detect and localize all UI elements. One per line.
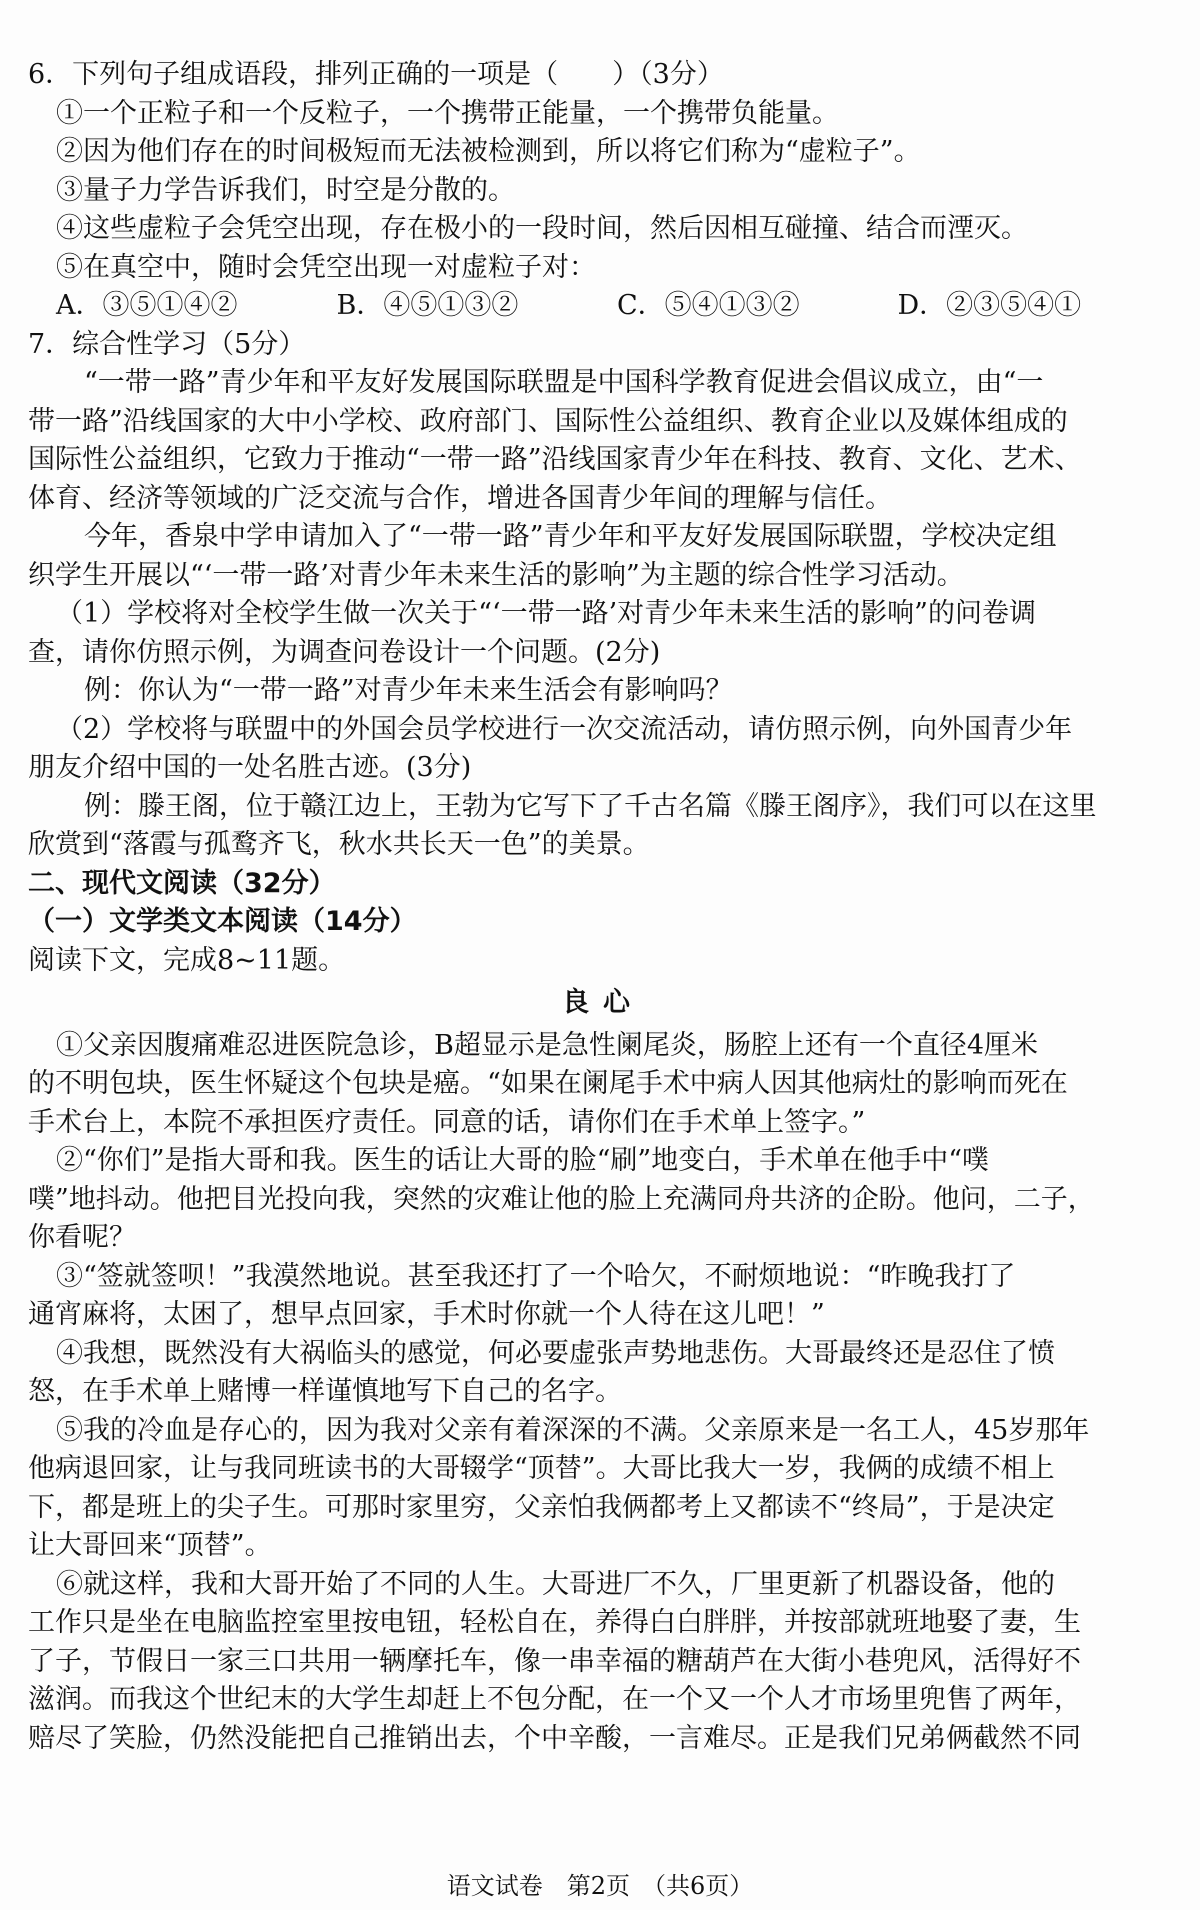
q7-example-2-line: 欣赏到“落霞与孤鹜齐飞，秋水共长天一色”的美景。: [28, 829, 650, 860]
q6-option-a: A．③⑤①④②: [56, 290, 238, 321]
passage-paragraph-4-line: ④我想，既然没有大祸临头的感觉，何必要虚张声势地悲伤。大哥最终还是忍住了愤: [56, 1337, 1055, 1369]
passage-paragraph-3-line: ③“签就签呗！”我漠然地说。甚至我还打了一个哈欠，不耐烦地说：“昨晚我打了: [56, 1260, 1016, 1292]
page-content: [28, 56, 1178, 1758]
q6-sentence-5: ⑤在真空中，随时会凭空出现一对虚粒子对：: [56, 251, 596, 283]
passage-paragraph-5-line: 他病退回家，让与我同班读书的大哥辍学“顶替”。大哥比我大一岁，我俩的成绩不相上: [28, 1453, 1055, 1484]
passage-paragraph-5-line: 让大哥回来“顶替”。: [28, 1530, 272, 1561]
q6-option-c: C．⑤④①③②: [617, 290, 800, 321]
q7-sub2-line: （2）学校将与联盟中的外国会员学校进行一次交流活动，请仿照示例，向外国青少年: [56, 713, 1073, 745]
passage-paragraph-5-line: ⑤我的冷血是存心的，因为我对父亲有着深深的不满。父亲原来是一名工人，45岁那年: [56, 1414, 1090, 1446]
passage-paragraph-6-line: 赔尽了笑脸，仍然没能把自己推销出去，个中辛酸，一言难尽。正是我们兄弟俩截然不同: [28, 1722, 1081, 1754]
reading-instruction: 阅读下文，完成8~11题。: [28, 944, 346, 976]
passage-paragraph-6-line: 工作只是坐在电脑监控室里按电钮，轻松自在，养得白白胖胖，并按部就班地娶了妻，生: [28, 1607, 1081, 1638]
passage-paragraph-1-line: 的不明包块，医生怀疑这个包块是癌。“如果在阑尾手术中病人因其他病灶的影响而死在: [28, 1068, 1068, 1099]
q7-sub1-line: （1）学校将对全校学生做一次关于“‘一带一路’对青少年未来生活的影响”的问卷调: [56, 598, 1036, 629]
q6-option-b: B．④⑤①③②: [336, 290, 519, 321]
q7-example-2-line: 例：滕王阁，位于赣江边上，王勃为它写下了千古名篇《滕王阁序》，我们可以在这里: [84, 790, 1097, 822]
passage-paragraph-6-line: 了子，节假日一家三口共用一辆摩托车，像一串幸福的糖葫芦在大街小巷兜风，活得好不: [28, 1645, 1081, 1677]
q6-sentence-1: ①一个正粒子和一个反粒子，一个携带正能量，一个携带负能量。: [56, 97, 839, 129]
q7-para1-line: “一带一路”青少年和平友好发展国际联盟是中国科学教育促进会倡议成立，由“一: [84, 367, 1044, 398]
q6-sentence-2: ②因为他们存在的时间极短而无法被检测到，所以将它们称为“虚粒子”。: [56, 136, 921, 167]
q6-sentence-4: ④这些虚粒子会凭空出现，存在极小的一段时间，然后因相互碰撞、结合而湮灭。: [56, 213, 1028, 244]
passage-paragraph-1-line: 手术台上，本院不承担医疗责任。同意的话，请你们在手术单上签字。”: [28, 1106, 866, 1138]
passage-title: 良心: [562, 987, 644, 1018]
passage-paragraph-1-line: ①父亲因腹痛难忍进医院急诊，B超显示是急性阑尾炎，肠腔上还有一个直径4厘米: [56, 1029, 1039, 1061]
page-footer: 语文试卷 第2页 （共6页）: [446, 1872, 754, 1900]
q6-stem: 6．下列句子组成语段，排列正确的一项是（ ）（3分）: [28, 59, 724, 90]
q7-stem: 7．综合性学习（5分）: [28, 328, 306, 360]
q7-para1-line: 国际性公益组织，它致力于推动“一带一路”沿线国家青少年在科技、教育、文化、艺术、: [28, 444, 1082, 475]
q7-para2-line: 织学生开展以“‘一带一路’对青少年未来生活的影响”为主题的综合性学习活动。: [28, 559, 964, 591]
q6-options: [28, 287, 1178, 326]
section-heading: 二、现代文阅读（32分）: [28, 867, 336, 899]
passage-paragraph-2-line: 你看呢？: [28, 1222, 136, 1253]
passage-paragraph-4-line: 怒，在手术单上赌博一样谨慎地写下自己的名字。: [28, 1376, 622, 1407]
q7-sub2-line: 朋友介绍中国的一处名胜古迹。(3分): [28, 752, 472, 783]
passage-paragraph-2-line: ②“你们”是指大哥和我。医生的话让大哥的脸“刷”地变白，手术单在他手中“噗: [56, 1145, 990, 1176]
q7-example-1: 例：你认为“一带一路”对青少年未来生活会有影响吗？: [84, 675, 733, 706]
q7-para1-line: 体育、经济等领域的广泛交流与合作，增进各国青少年间的理解与信任。: [28, 482, 892, 514]
q7-para1-line: 带一路”沿线国家的大中小学校、政府部门、国际性公益组织、教育企业以及媒体组成的: [28, 405, 1068, 437]
q6-option-d: D．②③⑤④①: [897, 290, 1082, 321]
passage-paragraph-2-line: 噗”地抖动。他把目光投向我，突然的灾难让他的脸上充满同舟共济的企盼。他问，二子，: [28, 1183, 1095, 1215]
q7-para2-line: 今年，香泉中学申请加入了“一带一路”青少年和平友好发展国际联盟，学校决定组: [84, 521, 1057, 552]
q7-sub1-line: 查，请你仿照示例，为调查问卷设计一个问题。(2分): [28, 636, 661, 668]
passage-paragraph-6-line: 滋润。而我这个世纪末的大学生却赶上不包分配，在一个又一个人才市场里兜售了两年，: [28, 1684, 1081, 1715]
q6-sentence-3: ③量子力学告诉我们，时空是分散的。: [56, 174, 515, 206]
subsection-heading: （一）文学类文本阅读（14分）: [28, 906, 417, 937]
passage-paragraph-5-line: 下，都是班上的尖子生。可那时家里穷，父亲怕我俩都考上又都读不“终局”，于是决定: [28, 1491, 1055, 1523]
passage-paragraph-3-line: 通宵麻将，太困了，想早点回家，手术时你就一个人待在这儿吧！”: [28, 1299, 825, 1330]
passage-paragraph-6-line: ⑥就这样，我和大哥开始了不同的人生。大哥进厂不久，厂里更新了机器设备，他的: [56, 1568, 1055, 1600]
